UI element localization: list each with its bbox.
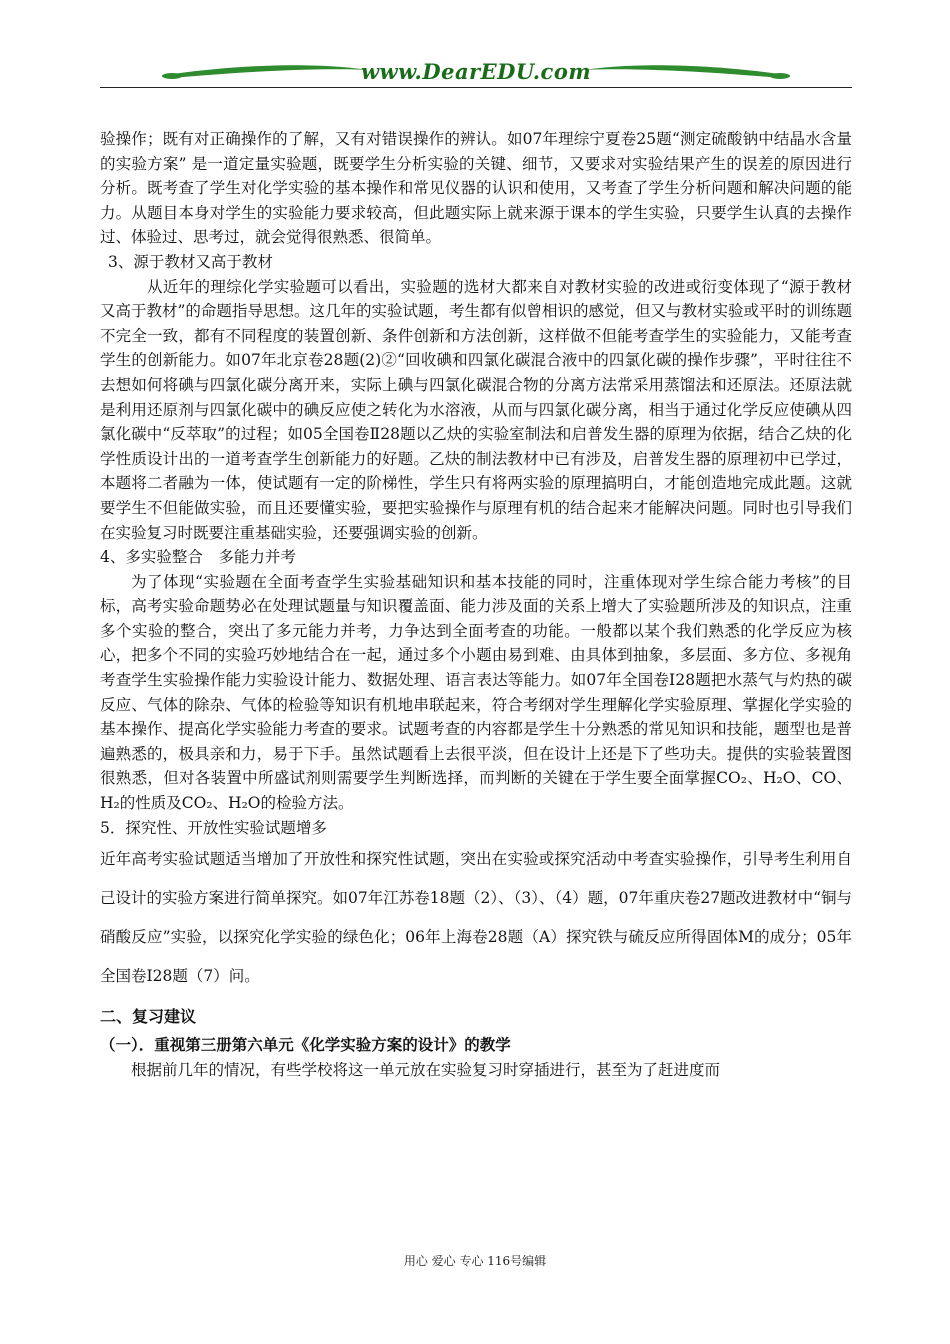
section-two-heading: 二、复习建议 [100,1007,197,1027]
subsection-one-heading: （一）．重视第三册第六单元《化学实验方案的设计》的教学 [100,1035,511,1055]
paragraph-section-4-end: 的检验方法。 [260,794,354,813]
paragraph-continuation: 验操作；既有对正确操作的了解，又有对错误操作的辨认。如07年理综宁夏卷25题“测定硫酸钠中结晶水含量的实验方案” 是一道定量实验题，既要学生分析实验的关键、细节，又要求对实验结果产生的误差的原因进行分析。既考查了学生对化学实验的基本操作和常见仪器的认识和使用，又考查了学生分析问题和解决问题的能力。从题目本身对学生的实验能力要求较高，但此题实际上就来源于课本的学生实验，只要学生认真的去操作过、体验过、思考过，就会觉得很熟悉、很简单。 [100,130,852,247]
paragraph-section-4-mid: 的性质及 [119,794,182,813]
formula-co: CO [811,769,837,788]
section-5-wide-block [100,840,852,996]
formula-co2: CO₂ [716,769,747,788]
formula-h2o: H₂O [763,769,796,788]
paragraph-section-4-text: 为了体现“实验题在全面考查学生实验基础知识和基本技能的同时，注重体现对学生综合能力考核”的目标，高考实验命题势必在处理试题量与知识覆盖面、能力涉及面的关系上增大了实验题所涉及的知识点，注重多个实验的整合，突出了多元能力并考，力争达到全面考查的功能。一般都以某个我们熟悉的化学反应为核心，把多个不同的实验巧妙地结合在一起，通过多个小题由易到难、由具体到抽象，多层面、多方位、多视角考查学生实验操作能力实验设计能力、数据处理、语言表达等能力。如07年全国卷Ⅰ28题把水蒸气与灼热的碳反应、气体的除杂、气体的检验等知识有机地串联起来，符合考纲对学生理解化学实验原理、掌握化学实验的基本操作、提高化学实验能力考查的要求。试题考查的内容都是学生十分熟悉的常见知识和技能，题型也是普遍熟悉的，极具亲和力，易于下手。虽然试题看上去很平淡，但在设计上还是下了些功夫。提供的实验装置图很熟悉，但对各装置中所盛试剂则需要学生判断选择，而判断的关键在于学生要全面掌握 [100,572,852,788]
formula-h2o-2: H₂O [228,794,261,813]
document-body [100,127,852,1083]
page-footer: 用心 爱心 专心 116号编辑 [403,1254,547,1268]
site-logo[interactable]: www.DearEDU.com [360,59,592,84]
formula-h2: H₂ [100,794,120,813]
paragraph-section-5: 近年高考实验试题适当增加了开放性和探究性试题，突出在实验或探究活动中考查实验操作，引导考生利用自己设计的实验方案进行简单探究。如07年江苏卷18题（2）、（3）、（4）题，07年重庆卷27题改进教材中“铜与硝酸反应”实验，以探究化学实验的绿色化；06年上海卷28题（A）探究铁与硫反应所得固体M的成分；05年全国卷Ⅰ28题（7）问。 [100,850,852,986]
section-3-heading: 3、源于教材又高于教材 [108,252,273,271]
page-header [100,56,852,92]
formula-co2-2: CO₂ [181,794,213,813]
paragraph-section-3: 从近年的理综化学实验题可以看出，实验题的选材大都来自对教材实验的改进或衍变体现了“源于教材又高于教材”的命题指导思想。这几年的实验试题，考生都有似曾相识的感觉，但又与教材实验或平时的训练题不完全一致，都有不同程度的装置创新、条件创新和方法创新，这样做不但能考查学生的实验能力，又能考查学生的创新能力。如07年北京卷28题(2)②“回收碘和四氯化碳混合液中的四氯化碳的操作步骤”，平时往往不去想如何将碘与四氯化碳分离开来，实际上碘与四氯化碳混合物的分离方法常采用蒸馏法和还原法。还原法就是利用还原剂与四氯化碳中的碘反应使之转化为水溶液，从而与四氯化碳分离，相当于通过化学反应使碘从四氯化碳中“反萃取”的过程；如05全国卷Ⅱ28题以乙炔的实验室制法和启普发生器的原理为依据，结合乙炔的化学性质设计出的一道考查学生创新能力的好题。乙炔的制法教材中已有涉及，启普发生器的原理初中已学过，本题将二者融为一体，使试题有一定的阶梯性，学生只有将两实验的原理搞明白，才能创造地完成此题。这就要学生不但能做实验，而且还要懂实验，要把实验操作与原理有机的结合起来才能解决问题。同时也引导我们在实验复习时既要注重基础实验，还要强调实验的创新。 [100,277,852,542]
paragraph-subsection-one: 根据前几年的情况，有些学校将这一单元放在实验复习时穿插进行，甚至为了赶进度而 [131,1061,721,1080]
header-divider [100,87,852,88]
section-4-heading: 4、多实验整合 多能力并考 [100,548,296,567]
section-5-heading: 5．探究性、开放性实验试题增多 [100,818,327,837]
paragraph-section-4: 为了体现“实验题在全面考查学生实验基础知识和基本技能的同时，注重体现对学生综合能力考核”的目标，高考实验命题势必在处理试题量与知识覆盖面、能力涉及面的关系上增大了实验题所涉及的知识点，注重多个实验的整合，突出了多元能力并考，力争达到全面考查的功能。一般都以某个我们熟悉的化学反应为核心，把多个不同的实验巧妙地结合在一起，通过多个小题由易到难、由具体到抽象，多层面、多方位、多视角考查学生实验操作能力实验设计能力、数据处理、语言表达等能力。如07年全国卷Ⅰ28题把水蒸气与灼热的碳反应、气体的除杂、气体的检验等知识有机地串联起来，符合考纲对学生理解化学实验原理、掌握化学实验的基本操作、提高化学实验能力考查的要求。试题考查的内容都是学生十分熟悉的常见知识和技能，题型也是普遍熟悉的，极具亲和力，易于下手。虽然试题看上去很平淡，但在设计上还是下了些功夫。提供的实验装置图很熟悉，但对各装置中所盛试剂则需要学生判断选择，而判断的关键在于学生要全面掌握CO₂、H₂O、CO、H₂的性质及CO₂、H₂O的检验方法。 [100,572,852,813]
